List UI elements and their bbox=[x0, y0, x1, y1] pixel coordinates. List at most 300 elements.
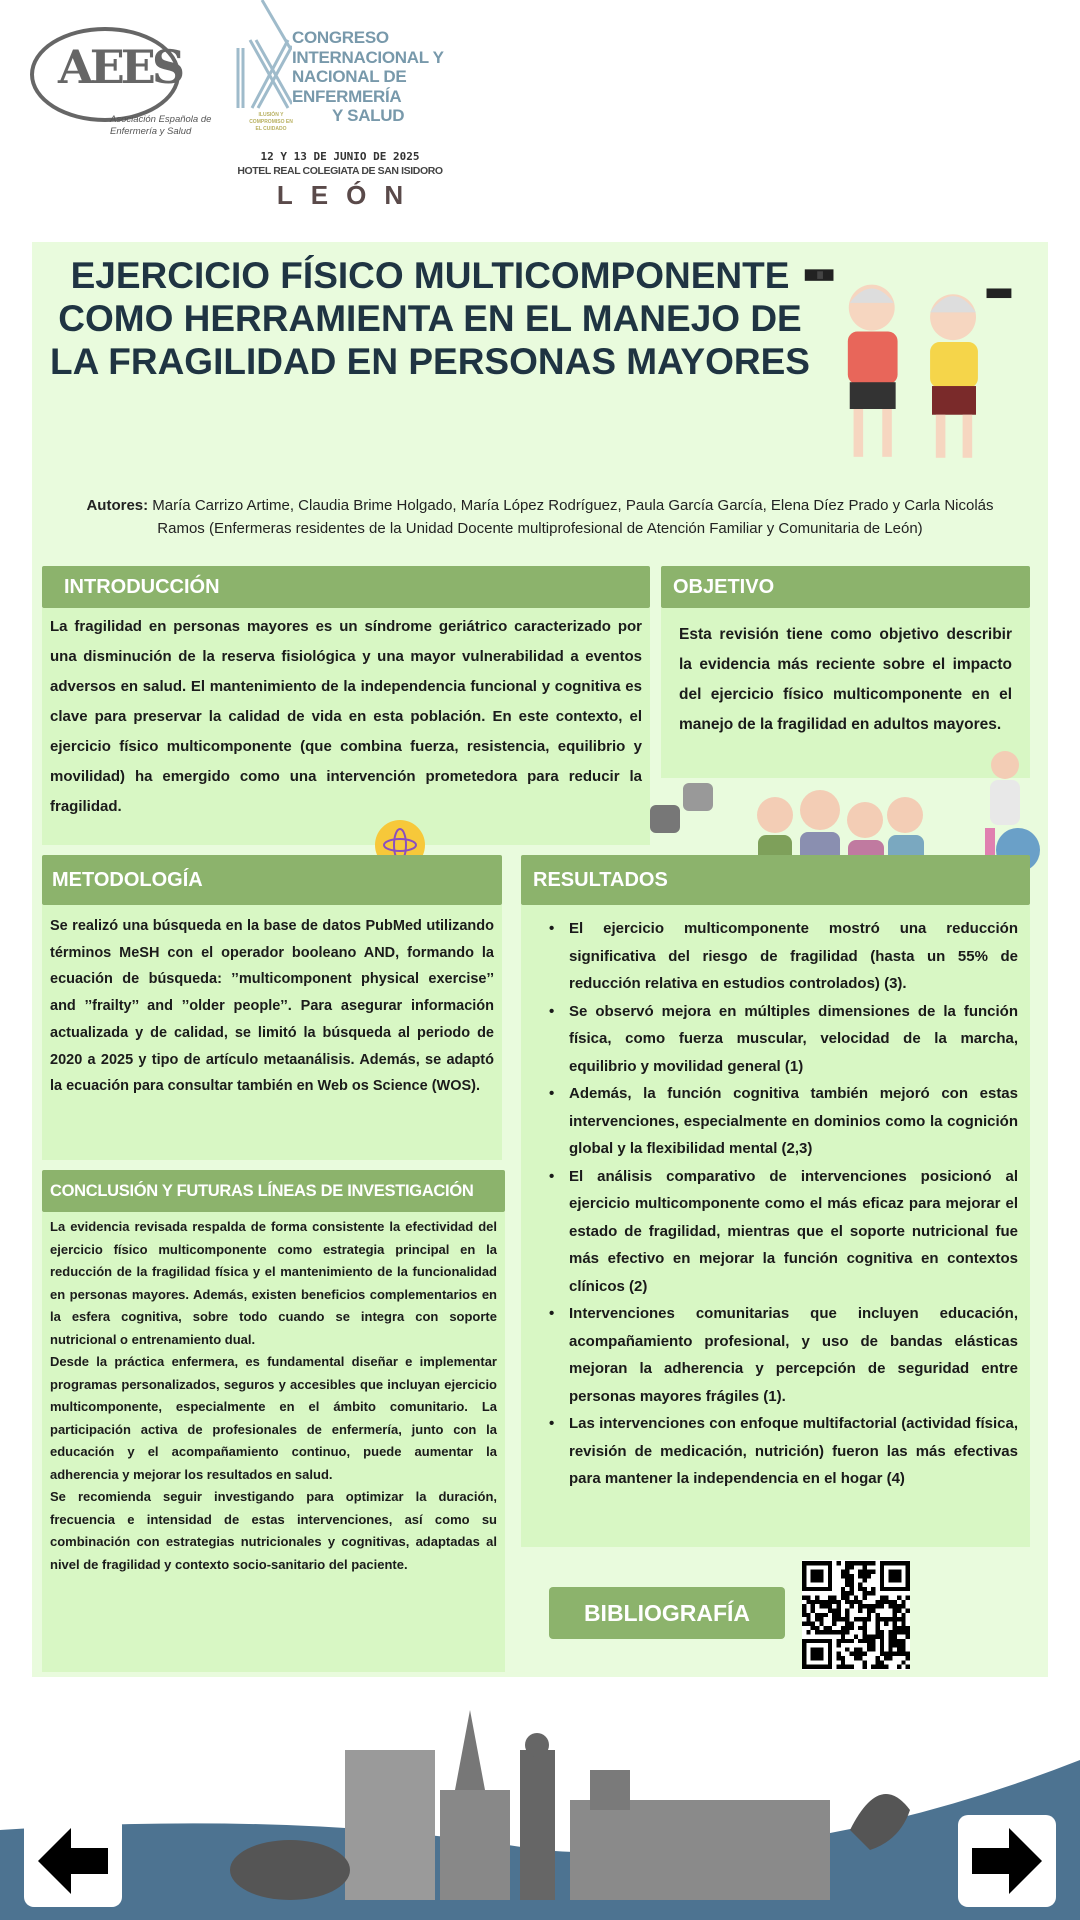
qr-module bbox=[850, 1591, 854, 1595]
qr-module bbox=[845, 1665, 849, 1669]
qr-module bbox=[888, 1656, 892, 1660]
qr-module bbox=[832, 1630, 836, 1634]
qr-module bbox=[824, 1626, 828, 1630]
qr-module bbox=[837, 1652, 841, 1656]
qr-module bbox=[819, 1578, 823, 1582]
qr-module bbox=[893, 1630, 897, 1634]
qr-module bbox=[802, 1647, 806, 1651]
qr-module bbox=[824, 1561, 828, 1565]
qr-module bbox=[884, 1656, 888, 1660]
dumbbells-icon bbox=[645, 775, 720, 840]
qr-module bbox=[862, 1617, 866, 1621]
qr-module bbox=[888, 1604, 892, 1608]
qr-module bbox=[888, 1574, 892, 1578]
qr-module bbox=[875, 1634, 879, 1638]
qr-module bbox=[837, 1604, 841, 1608]
qr-module bbox=[837, 1643, 841, 1647]
qr-module bbox=[906, 1609, 910, 1613]
methods-text: Se realizó una búsqueda en la base de datos PubMed utilizando términos MeSH con el operador booleano AND, formando la ecuación de búsqueda: ’’multicomponent physical exercise’’ and ’’frailty’’ and ’’older people’’. Para asegurar información actualizada y de calidad, se limitó la búsqueda al periodo de 2020 a 2025 y tipo de artículo metaanálisis. Además, se adaptó la ecuación para consultar también en Web os Science (WOS). bbox=[50, 918, 494, 1095]
qr-module bbox=[888, 1630, 892, 1634]
qr-module bbox=[867, 1561, 871, 1565]
qr-module bbox=[832, 1600, 836, 1604]
qr-module bbox=[828, 1652, 832, 1656]
qr-module bbox=[850, 1583, 854, 1587]
qr-module bbox=[867, 1609, 871, 1613]
qr-module bbox=[837, 1600, 841, 1604]
qr-module bbox=[845, 1621, 849, 1625]
congress-title-line: INTERNACIONAL Y bbox=[292, 47, 444, 67]
methods-section bbox=[42, 905, 502, 1160]
congress-title-line: ENFERMERÍA bbox=[292, 86, 402, 106]
qr-module bbox=[880, 1561, 884, 1565]
qr-module bbox=[854, 1596, 858, 1600]
qr-module bbox=[901, 1643, 905, 1647]
qr-module bbox=[906, 1570, 910, 1574]
qr-module bbox=[828, 1626, 832, 1630]
qr-module bbox=[837, 1617, 841, 1621]
congress-title bbox=[292, 28, 444, 126]
qr-module bbox=[862, 1665, 866, 1669]
qr-module bbox=[845, 1578, 849, 1582]
qr-module bbox=[819, 1617, 823, 1621]
qr-module bbox=[850, 1587, 854, 1591]
qr-module bbox=[841, 1639, 845, 1643]
qr-module bbox=[828, 1630, 832, 1634]
qr-module bbox=[867, 1604, 871, 1608]
qr-module bbox=[858, 1583, 862, 1587]
qr-module bbox=[875, 1621, 879, 1625]
congress-city: LEÓN bbox=[276, 180, 422, 210]
qr-module bbox=[819, 1639, 823, 1643]
qr-module bbox=[858, 1570, 862, 1574]
qr-module bbox=[893, 1574, 897, 1578]
qr-module bbox=[811, 1600, 815, 1604]
qr-module bbox=[901, 1561, 905, 1565]
qr-module bbox=[906, 1630, 910, 1634]
conclusion-section bbox=[42, 1212, 505, 1672]
qr-module bbox=[858, 1656, 862, 1660]
qr-module bbox=[897, 1630, 901, 1634]
qr-module bbox=[832, 1621, 836, 1625]
qr-module bbox=[815, 1596, 819, 1600]
results-item: • El ejercicio multicomponente mostró una reducción significativa del riesgo de fragilidad (hasta un 55% de reducción relativa en estudios controlados) (3). bbox=[549, 915, 1018, 998]
qr-module bbox=[845, 1596, 849, 1600]
congress-title-line: NACIONAL DE bbox=[292, 67, 407, 86]
qr-module bbox=[845, 1600, 849, 1604]
qr-module bbox=[880, 1587, 884, 1591]
qr-module bbox=[841, 1656, 845, 1660]
qr-module bbox=[850, 1574, 854, 1578]
qr-module bbox=[871, 1609, 875, 1613]
qr-module bbox=[819, 1600, 823, 1604]
qr-module bbox=[858, 1600, 862, 1604]
qr-module bbox=[828, 1587, 832, 1591]
qr-module bbox=[880, 1583, 884, 1587]
qr-module bbox=[897, 1609, 901, 1613]
qr-module bbox=[858, 1652, 862, 1656]
qr-module bbox=[837, 1561, 841, 1565]
qr-module bbox=[880, 1647, 884, 1651]
qr-module bbox=[802, 1621, 806, 1625]
qr-module bbox=[884, 1596, 888, 1600]
qr-module bbox=[802, 1660, 806, 1664]
qr-module bbox=[897, 1604, 901, 1608]
qr-module bbox=[841, 1665, 845, 1669]
qr-module bbox=[845, 1613, 849, 1617]
qr-module bbox=[906, 1587, 910, 1591]
qr-module bbox=[897, 1643, 901, 1647]
qr-module bbox=[893, 1604, 897, 1608]
qr-module bbox=[901, 1617, 905, 1621]
qr-module bbox=[854, 1617, 858, 1621]
leon-skyline-illustration bbox=[0, 1690, 1080, 1920]
qr-module bbox=[901, 1647, 905, 1651]
qr-module bbox=[854, 1647, 858, 1651]
qr-module bbox=[850, 1578, 854, 1582]
previous-button[interactable] bbox=[24, 1815, 122, 1907]
qr-module bbox=[884, 1561, 888, 1565]
qr-module bbox=[880, 1617, 884, 1621]
qr-module bbox=[815, 1617, 819, 1621]
qr-module bbox=[819, 1665, 823, 1669]
congress-logo bbox=[232, 0, 462, 140]
qr-module bbox=[850, 1565, 854, 1569]
qr-module bbox=[845, 1639, 849, 1643]
qr-module bbox=[802, 1656, 806, 1660]
qr-module bbox=[850, 1600, 854, 1604]
qr-module bbox=[901, 1621, 905, 1625]
qr-module bbox=[893, 1626, 897, 1630]
qr-module bbox=[901, 1639, 905, 1643]
qr-module bbox=[845, 1609, 849, 1613]
qr-module bbox=[815, 1665, 819, 1669]
qr-module bbox=[845, 1617, 849, 1621]
qr-module bbox=[880, 1634, 884, 1638]
qr-module bbox=[880, 1604, 884, 1608]
qr-module bbox=[893, 1634, 897, 1638]
qr-module bbox=[850, 1604, 854, 1608]
qr-module bbox=[832, 1613, 836, 1617]
qr-module bbox=[815, 1578, 819, 1582]
results-item: • Las intervenciones con enfoque multifactorial (actividad física, revisión de medicación, nutrición) fueron las más efectivas para mantener la independencia en el hogar (4) bbox=[549, 1410, 1018, 1493]
qr-module bbox=[845, 1591, 849, 1595]
qr-module bbox=[811, 1609, 815, 1613]
qr-module bbox=[811, 1656, 815, 1660]
qr-module bbox=[880, 1600, 884, 1604]
qr-module bbox=[828, 1574, 832, 1578]
qr-module bbox=[867, 1643, 871, 1647]
qr-module bbox=[862, 1639, 866, 1643]
qr-module bbox=[819, 1604, 823, 1608]
qr-module bbox=[806, 1665, 810, 1669]
poster-title: EJERCICIO FÍSICO MULTICOMPONENTE COMO HERRAMIENTA EN EL MANEJO DE LA FRAGILIDAD EN PERSONAS MAYORES bbox=[50, 255, 810, 382]
qr-module bbox=[880, 1578, 884, 1582]
qr-module bbox=[858, 1617, 862, 1621]
qr-module bbox=[806, 1561, 810, 1565]
qr-module bbox=[828, 1660, 832, 1664]
aees-logo bbox=[28, 22, 218, 142]
qr-module bbox=[828, 1656, 832, 1660]
qr-module bbox=[802, 1596, 806, 1600]
qr-module bbox=[811, 1574, 815, 1578]
qr-module bbox=[875, 1617, 879, 1621]
results-section bbox=[521, 905, 1030, 1547]
qr-module bbox=[854, 1656, 858, 1660]
qr-module bbox=[841, 1591, 845, 1595]
qr-module bbox=[819, 1647, 823, 1651]
qr-module bbox=[880, 1565, 884, 1569]
qr-module bbox=[906, 1578, 910, 1582]
qr-module bbox=[837, 1639, 841, 1643]
qr-module bbox=[815, 1647, 819, 1651]
aees-name: Asociación Española de Enfermería y Salud bbox=[110, 114, 212, 137]
qr-module bbox=[806, 1587, 810, 1591]
qr-module bbox=[802, 1643, 806, 1647]
authors-list: María Carrizo Artime, Claudia Brime Holgado, María López Rodríguez, Paula García García, Elena Díez Prado y Carla Nicolás Ramos (Enfermeras residentes de la Unidad Docente multiprofesional de Atención Familiar y Comunitaria de León) bbox=[148, 497, 994, 537]
qr-module bbox=[897, 1587, 901, 1591]
congress-venue: HOTEL REAL COLEGIATA DE SAN ISIDORO bbox=[237, 165, 443, 177]
qr-module bbox=[875, 1600, 879, 1604]
qr-module bbox=[837, 1609, 841, 1613]
qr-module bbox=[906, 1565, 910, 1569]
qr-module bbox=[893, 1652, 897, 1656]
methods-heading: METODOLOGÍA bbox=[42, 855, 502, 905]
qr-module bbox=[850, 1639, 854, 1643]
qr-module bbox=[888, 1578, 892, 1582]
qr-module bbox=[832, 1596, 836, 1600]
qr-module bbox=[828, 1578, 832, 1582]
qr-module bbox=[862, 1604, 866, 1608]
qr-module bbox=[841, 1574, 845, 1578]
qr-module bbox=[850, 1665, 854, 1669]
objective-heading: OBJETIVO bbox=[661, 566, 1030, 608]
qr-module bbox=[845, 1626, 849, 1630]
qr-module bbox=[802, 1613, 806, 1617]
qr-module bbox=[901, 1587, 905, 1591]
qr-module bbox=[862, 1587, 866, 1591]
qr-module bbox=[875, 1665, 879, 1669]
qr-module bbox=[837, 1630, 841, 1634]
qr-module bbox=[897, 1561, 901, 1565]
results-item: • Intervenciones comunitarias que incluyen educación, acompañamiento profesional, y uso de bandas elásticas mejoran la adherencia y percepción de seguridad entre personas mayores frágiles (1). bbox=[549, 1300, 1018, 1410]
qr-module bbox=[837, 1613, 841, 1617]
results-item: • Se observó mejora en múltiples dimensiones de la función física, como fuerza muscular, velocidad de la marcha, equilibrio y movilidad general (1) bbox=[549, 998, 1018, 1081]
qr-module bbox=[867, 1574, 871, 1578]
qr-module bbox=[806, 1617, 810, 1621]
qr-module bbox=[880, 1574, 884, 1578]
qr-module bbox=[815, 1613, 819, 1617]
qr-module bbox=[906, 1596, 910, 1600]
qr-module bbox=[893, 1600, 897, 1604]
qr-module bbox=[832, 1609, 836, 1613]
qr-module bbox=[858, 1626, 862, 1630]
qr-module bbox=[850, 1621, 854, 1625]
qr-module bbox=[901, 1604, 905, 1608]
qr-module bbox=[888, 1587, 892, 1591]
qr-module bbox=[824, 1600, 828, 1604]
qr-module bbox=[841, 1634, 845, 1638]
qr-module bbox=[862, 1565, 866, 1569]
qr-module bbox=[858, 1574, 862, 1578]
qr-module bbox=[819, 1652, 823, 1656]
qr-module bbox=[862, 1660, 866, 1664]
qr-module bbox=[824, 1665, 828, 1669]
congress-title-line: Y SALUD bbox=[332, 106, 405, 125]
qr-module bbox=[901, 1660, 905, 1664]
qr-module bbox=[875, 1660, 879, 1664]
qr-module bbox=[802, 1652, 806, 1656]
qr-module bbox=[828, 1609, 832, 1613]
qr-module bbox=[888, 1600, 892, 1604]
qr-module bbox=[806, 1596, 810, 1600]
qr-module bbox=[858, 1639, 862, 1643]
qr-module bbox=[832, 1617, 836, 1621]
qr-module bbox=[884, 1617, 888, 1621]
qr-module bbox=[854, 1652, 858, 1656]
qr-module bbox=[824, 1630, 828, 1634]
qr-module bbox=[897, 1626, 901, 1630]
bibliography-button[interactable]: BIBLIOGRAFÍA bbox=[549, 1587, 785, 1639]
qr-module bbox=[845, 1570, 849, 1574]
qr-module bbox=[802, 1583, 806, 1587]
qr-module bbox=[906, 1634, 910, 1638]
qr-module bbox=[888, 1617, 892, 1621]
qr-module bbox=[802, 1609, 806, 1613]
qr-module bbox=[858, 1604, 862, 1608]
congress-tagline: ILUSIÓN Y COMPROMISO EN EL CUIDADO bbox=[249, 112, 293, 132]
conclusion-heading: CONCLUSIÓN Y FUTURAS LÍNEAS DE INVESTIGACIÓN bbox=[42, 1170, 505, 1212]
objective-text: Esta revisión tiene como objetivo describir la evidencia más reciente sobre el impacto del ejercicio físico multicomponente en el manejo de la fragilidad en adultos mayores. bbox=[679, 626, 1012, 733]
qr-module bbox=[854, 1634, 858, 1638]
qr-module bbox=[871, 1591, 875, 1595]
qr-module bbox=[828, 1570, 832, 1574]
qr-module bbox=[880, 1643, 884, 1647]
qr-module bbox=[819, 1621, 823, 1625]
arrow-left-icon bbox=[38, 1828, 108, 1894]
qr-module bbox=[811, 1621, 815, 1625]
results-item: • El análisis comparativo de intervenciones posicionó al ejercicio multicomponente como el más eficaz para mejorar el estado de fragilidad, mientras que el soporte nutricional fue más efectivo en mejorar la función cognitiva en contextos clínicos (2) bbox=[549, 1163, 1018, 1301]
qr-module bbox=[906, 1656, 910, 1660]
qr-module bbox=[828, 1665, 832, 1669]
qr-module bbox=[811, 1647, 815, 1651]
qr-module bbox=[906, 1652, 910, 1656]
qr-module bbox=[811, 1665, 815, 1669]
aees-logo-letters: AEES bbox=[58, 40, 182, 94]
qr-module bbox=[875, 1630, 879, 1634]
qr-module bbox=[815, 1656, 819, 1660]
qr-module bbox=[867, 1639, 871, 1643]
qr-module bbox=[806, 1621, 810, 1625]
qr-module bbox=[854, 1600, 858, 1604]
qr-module bbox=[880, 1630, 884, 1634]
qr-module bbox=[802, 1565, 806, 1569]
qr-module bbox=[893, 1561, 897, 1565]
qr-module bbox=[888, 1652, 892, 1656]
qr-module bbox=[897, 1570, 901, 1574]
results-list bbox=[549, 915, 1018, 1493]
qr-module bbox=[824, 1587, 828, 1591]
qr-module bbox=[806, 1613, 810, 1617]
qr-module bbox=[811, 1587, 815, 1591]
qr-module bbox=[811, 1639, 815, 1643]
qr-module bbox=[906, 1574, 910, 1578]
qr-module bbox=[815, 1639, 819, 1643]
qr-module bbox=[819, 1656, 823, 1660]
qr-module bbox=[802, 1570, 806, 1574]
qr-module bbox=[824, 1639, 828, 1643]
qr-module bbox=[802, 1604, 806, 1608]
qr-module bbox=[815, 1570, 819, 1574]
qr-module bbox=[845, 1561, 849, 1565]
qr-module bbox=[901, 1626, 905, 1630]
qr-module bbox=[828, 1604, 832, 1608]
qr-module bbox=[802, 1587, 806, 1591]
qr-module bbox=[819, 1570, 823, 1574]
qr-module bbox=[897, 1647, 901, 1651]
qr-module bbox=[837, 1656, 841, 1660]
qr-code[interactable] bbox=[802, 1560, 910, 1670]
qr-module bbox=[867, 1634, 871, 1638]
congress-title-line: CONGRESO bbox=[292, 28, 389, 47]
qr-module bbox=[862, 1591, 866, 1595]
qr-module bbox=[811, 1561, 815, 1565]
qr-module bbox=[862, 1634, 866, 1638]
qr-module bbox=[845, 1574, 849, 1578]
qr-module bbox=[888, 1570, 892, 1574]
qr-module bbox=[850, 1652, 854, 1656]
qr-module bbox=[845, 1647, 849, 1651]
qr-module bbox=[815, 1574, 819, 1578]
qr-module bbox=[884, 1652, 888, 1656]
qr-module bbox=[819, 1574, 823, 1578]
qr-module bbox=[862, 1574, 866, 1578]
qr-module bbox=[871, 1634, 875, 1638]
qr-module bbox=[806, 1630, 810, 1634]
qr-module bbox=[828, 1600, 832, 1604]
qr-module bbox=[819, 1561, 823, 1565]
qr-module bbox=[884, 1600, 888, 1604]
qr-module bbox=[841, 1570, 845, 1574]
qr-module bbox=[815, 1630, 819, 1634]
qr-module bbox=[811, 1626, 815, 1630]
qr-module bbox=[858, 1561, 862, 1565]
qr-module bbox=[811, 1578, 815, 1582]
qr-module bbox=[884, 1621, 888, 1625]
qr-module bbox=[897, 1574, 901, 1578]
intro-heading: INTRODUCCIÓN bbox=[42, 566, 650, 608]
conclusion-paragraph: Se recomienda seguir investigando para optimizar la duración, frecuencia e intensidad de estas intervenciones, así como su combinación con estrategias nutricionales y cognitivas, adaptadas al nivel de fragilidad y contexto socio-sanitario del paciente. bbox=[50, 1489, 497, 1572]
qr-module bbox=[837, 1665, 841, 1669]
qr-module bbox=[854, 1561, 858, 1565]
qr-module bbox=[841, 1617, 845, 1621]
qr-module bbox=[815, 1587, 819, 1591]
qr-module bbox=[888, 1639, 892, 1643]
qr-module bbox=[871, 1647, 875, 1651]
qr-module bbox=[893, 1587, 897, 1591]
qr-module bbox=[802, 1639, 806, 1643]
qr-module bbox=[802, 1561, 806, 1565]
qr-module bbox=[893, 1639, 897, 1643]
qr-module bbox=[888, 1634, 892, 1638]
qr-module bbox=[867, 1613, 871, 1617]
qr-module bbox=[841, 1596, 845, 1600]
qr-module bbox=[819, 1613, 823, 1617]
qr-module bbox=[893, 1643, 897, 1647]
next-button[interactable] bbox=[958, 1815, 1056, 1907]
qr-module bbox=[815, 1561, 819, 1565]
qr-module bbox=[871, 1570, 875, 1574]
qr-module bbox=[806, 1600, 810, 1604]
